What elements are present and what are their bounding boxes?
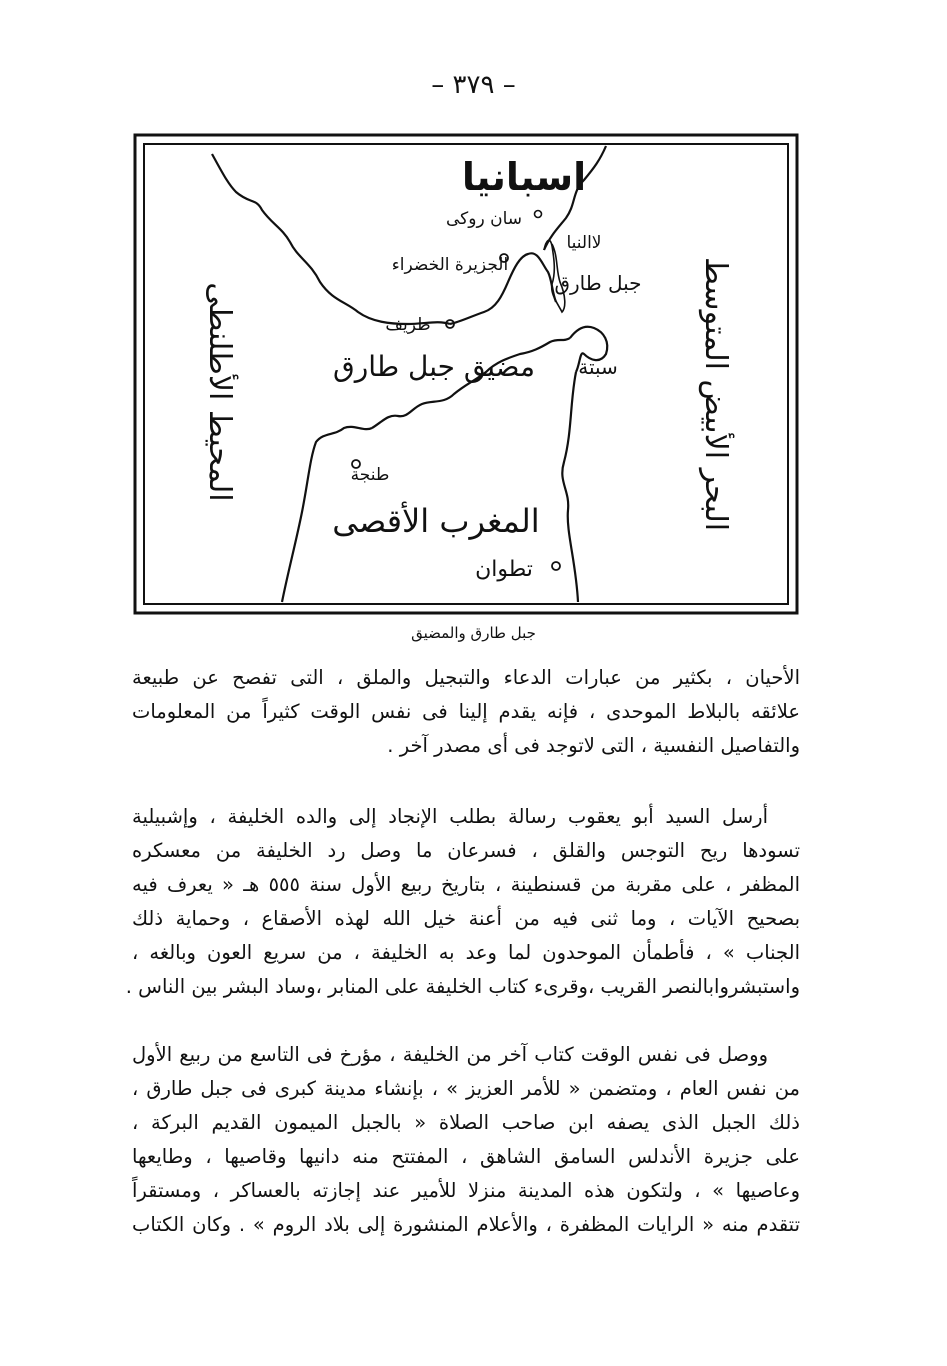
label-la-linea: لاالنيا [566, 233, 602, 253]
label-san-roque: سان روكى [446, 209, 522, 229]
text-line: على جزيرة الأندلس السامق الشاهق ، المفتتح منه دانيها وقاصيها ، وطايعها [132, 1145, 800, 1168]
label-strait: مضيق جبل طارق [333, 350, 535, 383]
text-line: وعاصيها » ، ولتكون هذه المدينة منزلا للأمير عند إجازته بالعساكر ، ومستقراً [132, 1179, 800, 1202]
map-svg [132, 132, 800, 616]
label-tarifa: طريف [385, 315, 431, 335]
label-ceuta: سبتة [578, 355, 618, 379]
paragraph-1 [132, 661, 800, 763]
label-algeciras: الجزيرة الخضراء [391, 255, 509, 275]
map-caption: جبل طارق والمضيق [411, 624, 536, 642]
morocco-mediterranean-coast [562, 372, 578, 602]
text-line: من نفس العام ، ومتضمن « للأمر العزيز » ، بإنشاء مدينة كبرى فى جبل طارق ، [132, 1077, 800, 1100]
text-line: تسودها ريح التوجس والقلق ، فسرعان ما وصل رد الخليفة من معسكره [132, 839, 800, 862]
map-figure [132, 132, 800, 616]
text-line: تتقدم منه « الرايات المظفرة ، والأعلام المنشورة إلى بلاد الروم » . وكان الكتاب [132, 1213, 800, 1236]
text-line: الأحيان ، بكثير من عبارات الدعاء والتبجيل والملق ، التى تفصح عن طبيعة [132, 666, 800, 689]
san-roque-marker [535, 211, 542, 218]
text-line: الجناب » ، فأطمأن الموحدون لما وعد به الخليفة ، من سريع العون وبالغه ، [132, 941, 800, 964]
text-line: المظفر ، على مقربة من قسنطينة ، بتاريخ ربيع الأول سنة ٥٥٥ هـ « يعرف فيه [132, 873, 800, 896]
label-atlantic: المحيط الأطلنطى [202, 282, 237, 502]
label-tetouan: تطوان [475, 557, 533, 582]
paragraph-3 [132, 1038, 800, 1242]
label-spain: اسبانيا [461, 155, 587, 199]
label-gibraltar: جبل طارق [554, 271, 642, 295]
text-line: واستبشروابالنصر القريب ،وقرىء كتاب الخليفة على المنابر ،وساد البشر بين الناس . [125, 975, 800, 998]
spain-atlantic-coast [212, 154, 450, 324]
label-tangier: طنجة [350, 465, 390, 485]
tetouan-marker [552, 562, 560, 570]
text-line: ووصل فى نفس الوقت كتاب آخر من الخليفة ، مؤرخ فى التاسع من ربيع الأول [132, 1043, 768, 1066]
text-line: أرسل السيد أبو يعقوب رسالة بطلب الإنجاد إلى والده الخليفة ، وإشبيلية [132, 805, 768, 828]
paragraph-2 [125, 800, 800, 1004]
text-line: علائقه بالبلاط الموحدى ، فإنه يقدم إلينا فى نفس الوقت كثيراً من المعلومات [132, 700, 800, 723]
label-morocco: المغرب الأقصى [332, 502, 540, 540]
page-number: – ٣٧٩ – [431, 70, 516, 100]
text-line: والتفاصيل النفسية ، التى لاتوجد فى أى مصدر آخر . [387, 734, 800, 757]
label-mediterranean: البحر الأبيض المتوسط [698, 256, 733, 532]
text-line: ذلك الجبل الذى يصفه ابن صاحب الصلاة « بالجبل الميمون القديم البركة ، [132, 1111, 800, 1134]
text-line: بصحيح الآيات ، وما ثنى فيه من أعنة خيل الله لهذه الأصقاع ، وحماية ذلك [132, 907, 800, 930]
